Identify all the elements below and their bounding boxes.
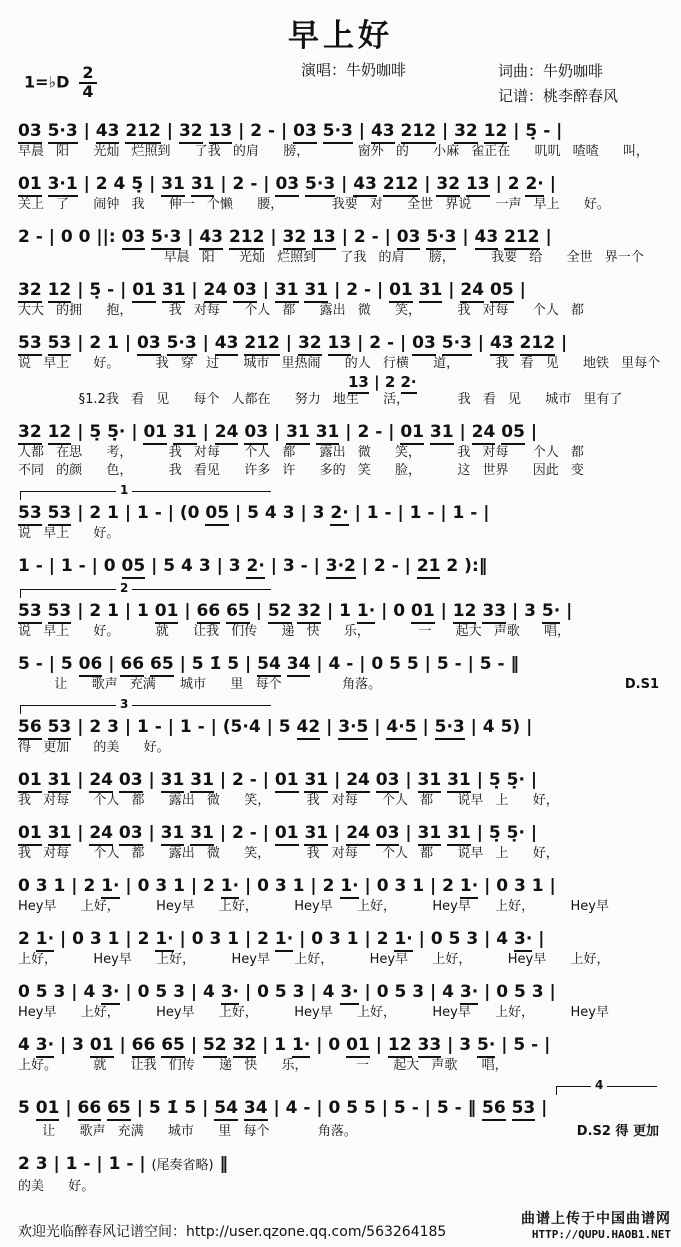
lyrics-line: 我 对每 个人 都 露出 微 笑， 我 对每 个人 都 说早 上 好， [18, 793, 559, 808]
meter-numerator: 2 [79, 65, 96, 84]
lyrics-line: 人都 在思 考， 我 对每 个人 都 露出 微 笑， 我 对每 个人 都 [18, 445, 584, 460]
notation-line: 53 53 | 2 1 | 1 01 | 66 65 | 52 32 | 1 1· | 0 01 | 12 33 | 3 5· | [18, 599, 663, 623]
notation-line: 56 53 | 2 3 | 1 - | 1 - | (5·4 | 5 42 | 3·5 | 4·5 | 5·3 | 4 5) | [18, 715, 663, 739]
volta-bracket [556, 1078, 657, 1095]
notation-line: 53 53 | 2 1 | 1 - | (0 05 | 5 4 3 | 3 2· | 1 - | 1 - | 1 - | [18, 501, 663, 525]
notation-line: 32 12 | 5̣ - | 01 31 | 24 03 | 31 31 | 2 - | 01 31 | 24 05 | [18, 278, 663, 302]
music-system [18, 225, 663, 267]
site-url: HTTP://QUPU.HAOB1.NET [531, 1228, 671, 1241]
volta-number: 3 [116, 697, 132, 711]
page-footer [18, 1208, 671, 1241]
music-system [18, 1033, 663, 1075]
music-system [18, 278, 663, 320]
volta-number: 2 [116, 581, 132, 595]
credit-column [498, 59, 618, 109]
notation-line: 4 3· | 3 01 | 66 65 | 52 32 | 1 1· | 0 01 | 12 33 | 3 5· | 5 - | [18, 1033, 663, 1057]
music-system [18, 927, 663, 969]
lyrics-line-2: §1.2我 看 见 每个 人都在 努力 地生 活， 我 看 见 城市 里有了 [18, 392, 623, 407]
notation-line: 0 3 1 | 2 1· | 0 3 1 | 2 1· | 0 3 1 | 2 1· | 0 3 1 | 2 1· | 0 3 1 | [18, 874, 663, 898]
notation-line: 0 5 3 | 4 3· | 0 5 3 | 4 3· | 0 5 3 | 4 3· | 0 5 3 | 4 3· | 0 5 3 | [18, 980, 663, 1004]
transcriber-credit: 记谱：桃李醉春风 [498, 86, 619, 105]
performer-credit: 演唱：牛奶咖啡 [301, 61, 407, 79]
lyrics-line: 上好， Hey早 上好， Hey早 上好， Hey早 上好， Hey早 上好， [18, 952, 610, 967]
lyrics-line: 早晨 阳 光灿 烂照到 了我 的肩 膀， 窗外 的 小麻 雀正在 叽叽 喳喳 叫， [18, 144, 649, 159]
music-system [18, 331, 663, 409]
music-system [18, 980, 663, 1022]
music-system [18, 1078, 663, 1141]
lyrics-line: 让 歌声 充满 城市 里 每个 角落。 [18, 677, 382, 692]
notation-line: 2 3 | 1 - | 1 - | (尾奏省略) ‖ [18, 1154, 229, 1174]
music-system [18, 483, 663, 543]
music-system [18, 172, 663, 214]
volta-bracket [20, 697, 271, 714]
transcriber-space-note: 欢迎光临醉春风记谱空间：http://user.qzone.qq.com/563264185 [18, 1224, 447, 1240]
volta-bracket [20, 581, 271, 598]
notation-line: 5 - | 5 06 | 66 65 | 5 1̇ 5 | 54 34 | 4 - | 0 5 5 | 5 - | 5 - ‖ [18, 652, 663, 676]
lyrics-line: 我 对每 个人 都 露出 微 笑， 我 对每 个人 都 说早 上 好， [18, 846, 559, 861]
song-title: 早上好 [288, 18, 393, 54]
music-system [18, 652, 663, 694]
lyrics-line: 的美 好。 [18, 1179, 95, 1194]
composer-credit: 词曲：牛奶咖啡 [498, 62, 604, 80]
inset-notation: 13 | 2 2· [348, 373, 663, 391]
notation-line: 32 12 | 5̣ 5̣· | 01 31 | 24 03 | 31 31 | 2 - | 01 31 | 24 05 | [18, 420, 663, 444]
music-system [18, 581, 663, 641]
music-system [18, 420, 663, 480]
lyrics-line: 得 更加 的美 好。 [18, 740, 170, 755]
lyrics-line: 说 早上 好。 我 穿 过 城市 里热闹 的人 行横 道， 我 看 见 地铁 里每个 [18, 356, 661, 371]
lyrics-line: 说 早上 好。 就 让我 们传 递 快 乐， 一 起大 声歌 唱， [18, 624, 571, 639]
notation-line: 1 - | 1 - | 0 05 | 5 4 3 | 3 2· | 3 - | 3·2 | 2 - | 21 2 ):‖ [18, 554, 663, 578]
notation-line: 2 - | 0 0 ||: 03 5·3 | 43 212 | 32 13 | 2 - | 03 5·3 | 43 212 | [18, 225, 663, 249]
music-system [18, 1152, 663, 1196]
volta-bracket [20, 483, 271, 500]
lyrics-line: 让 歌声 充满 城市 里 每个 角落。 [18, 1124, 357, 1139]
lyrics-line: 大大 的拥 抱， 我 对每 个人 都 露出 微 笑， 我 对每 个人 都 [18, 303, 584, 318]
notation-line: 01 3·1 | 2 4 5̣ | 31 31 | 2 - | 03 5·3 | 43 212 | 32 13 | 2 2· | [18, 172, 663, 196]
notation-line: 53 53 | 2 1 | 03 5·3 | 43 212 | 32 13 | 2 - | 03 5·3 | 43 212 | [18, 331, 663, 355]
notation-line: 03 5·3 | 43 212 | 32 13 | 2 - | 03 5·3 | 43 212 | 32 12 | 5̣ - | [18, 119, 663, 143]
site-watermark [521, 1208, 671, 1241]
music-system [18, 874, 663, 916]
meter-denominator: 4 [82, 81, 94, 101]
lyrics-line-2: 不同 的颜 色， 我 看见 许多 许 多的 笑 脸， 这 世界 因此 变 [18, 463, 584, 478]
ds-marker: D.S1 [624, 677, 659, 692]
score-meta [18, 57, 663, 119]
site-name: 曲谱上传于中国曲谱网 [521, 1211, 671, 1227]
notation-line: 5 01 | 66 65 | 5 1̇ 5 | 54 34 | 4 - | 0 5 5 | 5 - | 5 - ‖ 56 53 | [18, 1096, 663, 1120]
notation-line: 2 1· | 0 3 1 | 2 1· | 0 3 1 | 2 1· | 0 3 1 | 2 1· | 0 5 3 | 4 3· | [18, 927, 663, 951]
time-signature [79, 65, 96, 101]
lyrics-line: Hey早 上好， Hey早 上好， Hey早 上好， Hey早 上好， Hey早 [18, 899, 609, 914]
lyrics-line: 关上 了 闹钟 我 伸一 个懒 腰， 我要 对 全世 界说 一声 早上 好。 [18, 197, 610, 212]
key-label: 1=♭D [24, 72, 70, 92]
notation-line: 01 31 | 24 03 | 31 31 | 2 - | 01 31 | 24 03 | 31 31 | 5̣ 5̣· | [18, 821, 663, 845]
music-system [18, 697, 663, 757]
music-system [18, 821, 663, 863]
lyrics-line: 早晨 阳 光灿 烂照到 了我 的肩 膀， 我要 给 全世 界一个 [18, 250, 644, 265]
music-system [18, 768, 663, 810]
ds-marker: D.S2 得 更加 [576, 1124, 659, 1139]
lyrics-line: 上好。 就 让我 们传 递 快 乐， 一 起大 声歌 唱， [18, 1058, 508, 1073]
key-signature [24, 65, 97, 101]
lyrics-line: 说 早上 好。 [18, 526, 120, 541]
lyrics-line: Hey早 上好， Hey早 上好， Hey早 上好， Hey早 上好， Hey早 [18, 1005, 609, 1020]
volta-number: 4 [591, 1078, 607, 1092]
notation-line: 01 31 | 24 03 | 31 31 | 2 - | 01 31 | 24 03 | 31 31 | 5̣ 5̣· | [18, 768, 663, 792]
volta-number: 1 [116, 483, 132, 497]
music-system [18, 119, 663, 161]
music-system [18, 554, 663, 578]
